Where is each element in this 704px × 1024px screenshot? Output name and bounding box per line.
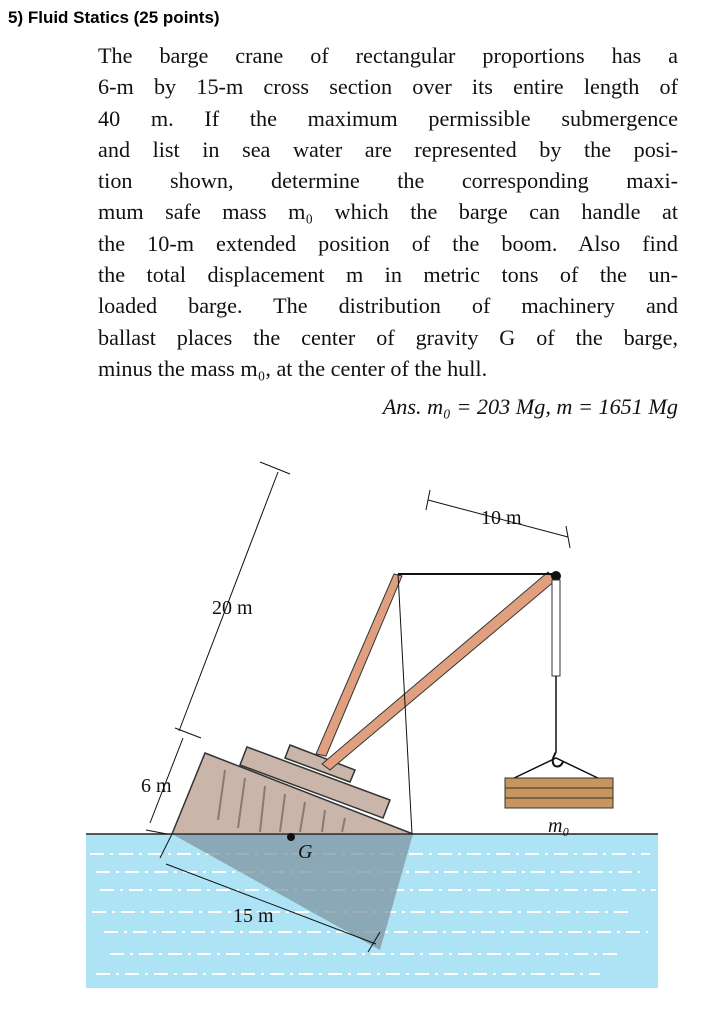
center-of-gravity-point — [287, 833, 295, 841]
problem-line: loaded barge. The distribution of machinery and — [98, 293, 678, 319]
answer-text: m₀ = 203 Mg, m = 1651 Mg — [427, 394, 678, 419]
hull-width-label: 15 m — [233, 905, 274, 927]
answer — [383, 394, 678, 420]
problem-line: tion shown, determine the corresponding maxi- — [98, 168, 678, 194]
barge-crane-figure — [0, 440, 704, 1024]
problem-line: the total displacement m in metric tons of the un- — [98, 262, 678, 288]
sling — [510, 758, 602, 780]
problem-line: and list in sea water are represented by the posi- — [98, 136, 678, 162]
problem-line: 40 m. If the maximum permissible submergence — [98, 105, 678, 131]
answer-label: Ans. — [382, 394, 422, 419]
load-mass-label: m₀ — [548, 815, 570, 837]
rear-boom — [316, 574, 402, 756]
problem-line: the 10-m extended position of the boom. Also find — [98, 230, 678, 256]
problem-line: ballast places the center of gravity G of the barge, — [98, 324, 678, 350]
boom-height-label: 20 m — [212, 597, 253, 619]
center-of-gravity-label: G — [298, 841, 313, 863]
problem-line: The barge crane of rectangular proportions has a — [98, 43, 678, 68]
load-crate — [505, 778, 613, 808]
problem-line: mum safe mass m₀ which the barge can handle at — [98, 199, 678, 225]
problem-heading: 5) Fluid Statics (25 points) — [8, 8, 220, 27]
problem-statement — [98, 40, 678, 384]
hoist-block — [552, 580, 560, 676]
problem-line: 6-m by 15-m cross section over its entire length of — [98, 74, 678, 100]
boom-reach-label: 10 m — [481, 507, 522, 529]
problem-line: minus the mass m₀, at the center of the hull. — [98, 355, 488, 381]
hull-depth-label: 6 m — [141, 775, 172, 797]
